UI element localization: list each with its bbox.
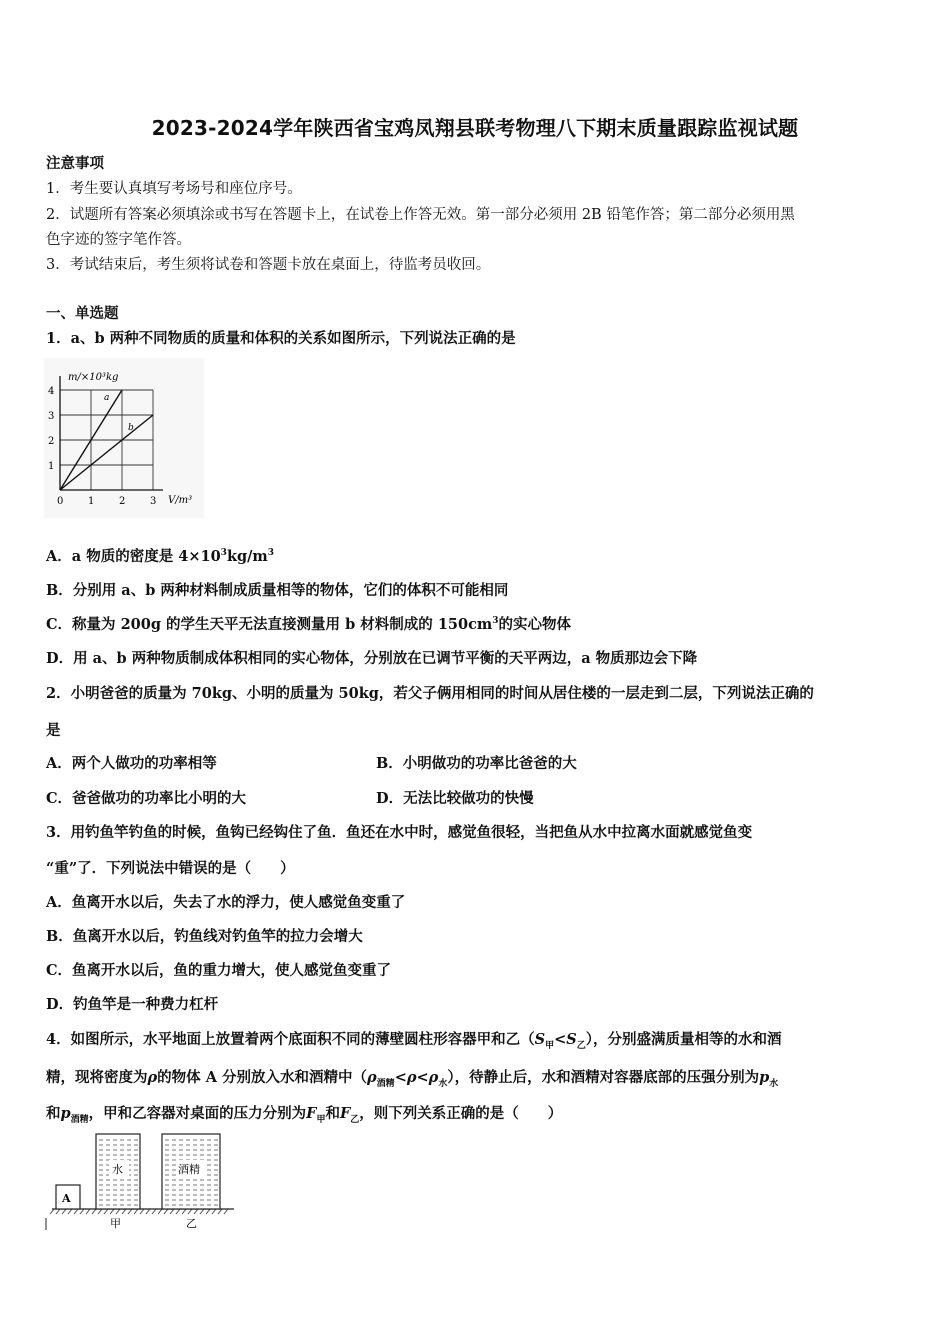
y-tick-label: 3 <box>48 411 55 422</box>
hatch-stroke <box>92 1209 96 1214</box>
hatch-stroke <box>86 1209 90 1214</box>
q1-option-d: D．用 a、b 两种物质制成体积相同的实心物体，分别放在已调节平衡的天平两边，a 物质那边会下降 <box>46 650 698 667</box>
q4-stem-line2: 精，现将密度为ρ的物体 A 分别放入水和酒精中$(\rho_{酒精}<\rho<\rho_水)$，待静止后，水和酒精对容器底部的压强分别为$p_水$ <box>46 1069 779 1089</box>
y-tick-label: 2 <box>48 436 55 447</box>
q1-option-a: A．a 物质的密度是 $4\times 10^3kg/m^3$ <box>46 548 275 565</box>
y-tick-label: 4 <box>48 386 55 397</box>
hatch-stroke <box>206 1209 210 1214</box>
block-a-label: A <box>62 1192 71 1205</box>
hatch-stroke <box>122 1209 126 1214</box>
q2-option-b: B．小明做功的功率比爸爸的大 <box>376 755 577 772</box>
q3-stem-line2: “重”了．下列说法中错误的是（ ） <box>46 860 295 877</box>
hatch-stroke <box>146 1209 150 1214</box>
notice-item-2a: 2．试题所有答案必须填涂或书写在答题卡上，在试卷上作答无效。第一部分必须用 2B 铅笔作答；第二部分必须用黑 <box>46 207 795 223</box>
hatch-stroke <box>62 1209 66 1214</box>
hatch-stroke <box>152 1209 156 1214</box>
q1-stem: 1．a、b 两种不同物质的质量和体积的关系如图所示，下列说法正确的是 <box>46 330 516 347</box>
container-jia-label: 甲 <box>110 1217 121 1230</box>
q2-option-d: D．无法比较做功的快慢 <box>376 790 534 807</box>
hatch-stroke <box>134 1209 138 1214</box>
hatch-stroke <box>188 1209 192 1214</box>
notice-item-3: 3．考试结束后，考生须将试卷和答题卡放在桌面上，待监考员收回。 <box>46 257 491 273</box>
x-tick-label: 1 <box>88 496 95 507</box>
line-b-label: b <box>128 423 134 433</box>
hatch-stroke <box>158 1209 162 1214</box>
notice-heading: 注意事项 <box>46 155 104 172</box>
q1-option-c: C．称量为 200g 的学生天平无法直接测量用 b 材料制成的 $150cm^3$的实心物体 <box>46 616 572 633</box>
q3-option-b: B．鱼离开水以后，钓鱼线对钓鱼竿的拉力会增大 <box>46 928 363 945</box>
notice-item-1: 1．考生要认真填写考场号和座位序号。 <box>46 181 302 197</box>
hatch-stroke <box>74 1209 78 1214</box>
hatch-stroke <box>116 1209 120 1214</box>
ground-hatch <box>50 1209 228 1214</box>
hatch-stroke <box>200 1209 204 1214</box>
hatch-stroke <box>170 1209 174 1214</box>
page-title: 2023-2024学年陕西省宝鸡凤翔县联考物理八下期末质量跟踪监视试题 <box>151 116 799 140</box>
q4-stem-line3: 和$p_{酒精}$，甲和乙容器对桌面的压力分别为$F_甲$和$F_乙$，则下列关系正确的是（ ） <box>46 1105 563 1125</box>
hatch-stroke <box>218 1209 222 1214</box>
hatch-stroke <box>56 1209 60 1214</box>
hatch-stroke <box>176 1209 180 1214</box>
q3-option-d: D．钓鱼竿是一种费力杠杆 <box>46 996 219 1013</box>
q1-option-b: B．分别用 a、b 两种材料制成质量相等的物体，它们的体积不可能相同 <box>46 582 509 599</box>
q1-mass-volume-graph <box>44 358 204 518</box>
container-yi-label: 乙 <box>186 1217 197 1230</box>
q2-stem-line2: 是 <box>46 722 61 739</box>
q2-option-a: A．两个人做功的功率相等 <box>46 755 217 772</box>
hatch-stroke <box>224 1209 228 1214</box>
hatch-stroke <box>128 1209 132 1214</box>
hatch-stroke <box>140 1209 144 1214</box>
q3-option-a: A．鱼离开水以后，失去了水的浮力，使人感觉鱼变重了 <box>46 894 406 911</box>
hatch-stroke <box>50 1209 54 1214</box>
graph-y-label: m/×10³kg <box>68 372 119 383</box>
hatch-stroke <box>164 1209 168 1214</box>
notice-item-2b: 色字迹的签字笔作答。 <box>46 232 191 248</box>
hatch-stroke <box>80 1209 84 1214</box>
q2-stem-line1: 2．小明爸爸的质量为 70kg、小明的质量为 50kg，若父子俩用相同的时间从居住楼的一层走到二层，下列说法正确的 <box>46 685 814 702</box>
hatch-stroke <box>194 1209 198 1214</box>
hatch-stroke <box>68 1209 72 1214</box>
alcohol-label: 酒精 <box>178 1163 200 1176</box>
q4-stem-line1: 4．如图所示，水平地面上放置着两个底面积不同的薄壁圆柱形容器甲和乙$(S_甲<S_乙)$，分别盛满质量相等的水和酒 <box>46 1031 782 1051</box>
hatch-stroke <box>182 1209 186 1214</box>
section-heading: 一、单选题 <box>46 305 119 322</box>
q4-containers-figure <box>44 1130 240 1234</box>
q2-option-c: C．爸爸做功的功率比小明的大 <box>46 790 247 807</box>
hatch-stroke <box>110 1209 114 1214</box>
x-tick-label: 0 <box>57 496 64 507</box>
q3-option-c: C．鱼离开水以后，鱼的重力增大，使人感觉鱼变重了 <box>46 962 392 979</box>
graph-x-label: V/m³ <box>168 495 193 506</box>
water-label: 水 <box>112 1163 123 1176</box>
x-tick-label: 3 <box>150 496 157 507</box>
q3-stem-line1: 3．用钓鱼竿钓鱼的时候，鱼钩已经钩住了鱼．鱼还在水中时，感觉鱼很轻，当把鱼从水中拉离水面就感觉鱼变 <box>46 824 753 841</box>
y-tick-label: 1 <box>48 461 55 472</box>
hatch-stroke <box>212 1209 216 1214</box>
hatch-stroke <box>104 1209 108 1214</box>
x-tick-label: 2 <box>119 496 126 507</box>
line-a-label: a <box>104 393 110 403</box>
hatch-stroke <box>98 1209 102 1214</box>
